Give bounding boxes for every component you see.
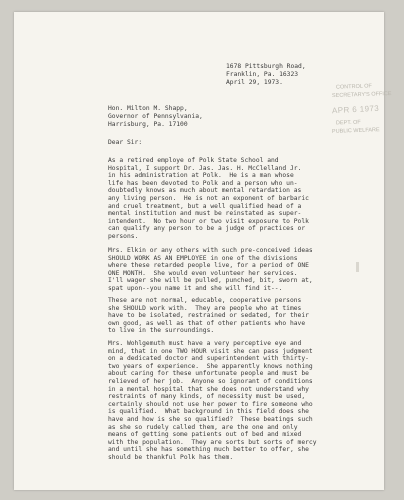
letter-date: April 29, 1973. xyxy=(226,79,283,86)
received-stamp-line2: SECRETARY'S OFFICE xyxy=(331,90,392,100)
sender-address-line2: Franklin, Pa. 16323 xyxy=(226,71,299,78)
sender-address-line1: 1678 Pittsburgh Road, xyxy=(226,63,306,70)
recipient-name: Hon. Milton M. Shapp, xyxy=(108,105,188,112)
salutation: Dear Sir: xyxy=(108,139,143,146)
recipient-title: Governor of Pennsylvania, xyxy=(108,113,203,120)
paper-smudge xyxy=(356,262,359,272)
body-paragraph-2: Mrs. Elkin or any others with such pre-conceived ideas SHOULD WORK AS AN EMPLOYEE in one of the divisions where these retarded people live, for a period of ONE ONE MONTH. She would even volunteer her services. I'll wager she will be pulled, punched, bit, sworn at, spat upon--you name it and she will find it--. xyxy=(108,247,313,292)
body-paragraph-4: Mrs. Wohlgemuth must have a very perceptive eye and mind, that in one TWO HOUR visit she can pass judgment on a dedicated doctor and superintendent with thirty- two years of experience. She apparently knows nothing about caring for these unfortunate people and must be relieved of her job. Anyone so ignorant of conditions in a mental hospital that she does not understand why restraints of many kinds, of necessity must be used, certainly should not use her power to fire someone who is qualified. What background in this field does she have and how is she so qualified? These beatings such as she so rudely called them, are the one and only means of getting some patients out of bed and mixed with the population. They are sorts but sorts of mercy and until she has something much better to offer, she should be thankful Polk has them. xyxy=(108,340,317,461)
recipient-city: Harrisburg, Pa. 17100 xyxy=(108,121,188,128)
received-stamp-line4: DEPT. OF xyxy=(335,119,361,127)
body-paragraph-3: These are not normal, educable, cooperative persons she SHOULD work with. They are people who at times have to be isolated, restrained or sedated, for their own good, as well as that of other patients who have to live in the surroundings. xyxy=(108,297,309,335)
received-stamp-date: APR 6 1973 xyxy=(331,103,380,116)
received-stamp-line5: PUBLIC WELFARE xyxy=(331,127,380,135)
letter-page xyxy=(14,12,392,490)
received-stamp-line1: CONTROL OF xyxy=(335,83,372,91)
body-paragraph-1: As a retired employe of Polk State School and Hospital, I support Dr. Jas. Jas. H. McClelland Jr. in his administration at Polk. He is a man whose life has been devoted to Polk and a person who un- doubtedly knows as much about mental retardation as any living person. He is not an exponent of barbaric and cruel treatment, but a well qualified head of a mental institution and must be reinstated as super- intendent. No two hour or two visit exposure to Polk can qualify any person to be a judge of practices or persons. xyxy=(108,157,309,240)
